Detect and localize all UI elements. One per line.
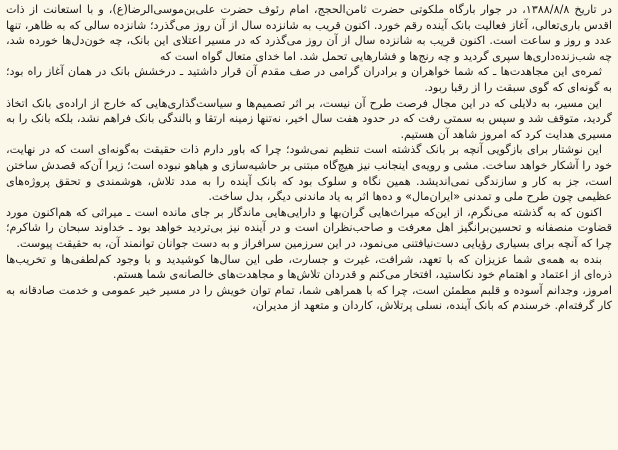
document-body: [6, 2, 612, 314]
paragraph-writing: این نوشتار برای بازگویی آنچه بر بانک گذشته است تنظیم نمی‌شود؛ چرا که باور دارم ذات حقیقت به‌گونه‌ای است که در نهایت، خود را آشکار خواهد ساخت. مشی و رویه‌ی اینجانب نیز هیچ‌گاه مبتنی بر حاشیه‌سازی و هیاهو نبوده است؛ زیرا آن‌که قصدش ساختن است، جز به کار و سازندگی نمی‌اندیشد. همین نگاه و سلوک بود که بانک آینده را به مدد تلاش، هوشمندی و تحقق پروژه‌های عظیمی چون طرح ملی و تمدنی «ایران‌مال» و ده‌ها اثر به یاد ماندنی دیگر، بدل ساخت.: [6, 143, 612, 204]
paragraph-today: امروز، وجدانم آسوده و قلبم مطمئن است، چرا که با همراهی شما، تمام توان خویش را در مسیر خیر عمومی و خدمت صادقانه به کار گرفته‌ام. خرسندم که بانک آینده، نسلی پرتلاش، کاردان و متعهد از مدیران،: [6, 283, 612, 313]
paragraph-fruit: ثمره‌ی این مجاهدت‌ها ـ که شما خواهران و برادران گرامی در صف مقدم آن قرار داشتید ـ درخشش بانک در همان آغاز راه بود؛ به گونه‌ای که گوی سبقت را از رقبا ربود.: [6, 65, 612, 94]
paragraph-opening: در تاریخ ۱۳۸۸/۸/۸، در جوار بارگاه ملکوتی حضرت ثامن‌الحجج، امام رئوف حضرت علی‌بن‌موسی‌الرضا(ع)، و با استعانت از ذات اقدس باری‌تعالی، آغاز فعالیت بانک آینده رقم خورد. اکنون قریب به شانزده سال از آن روز می‌گذرد؛ شانزده سالی که به ظاهر، تنها عدد و روز و ساعت است. اکنون قریب به شانزده سال از آن روز می‌گذرد که در مسیر اعتلای این بانک، چه خون‌دل‌ها خورده شد، چه شب‌زنده‌داری‌ها سپری گردید و چه رنج‌ها و فشارهایی تحمل شد. اما خدای متعال گواه است که: [6, 3, 612, 63]
paragraph-gratitude: بنده به همه‌ی شما عزیزان که با تعهد، شرافت، غیرت و جسارت، طی این سال‌ها کوشیدید و با وجود کم‌لطفی‌ها و تخریب‌ها ذره‌ای از اعتماد و اهتمام خود نکاستید، افتخار می‌کنم و قدردان تلاش‌ها و مجاهدت‌های خالصانه‌ی شما هستم.: [6, 252, 612, 282]
paragraph-legacy: اکنون که به گذشته می‌نگرم، از این‌که میراث‌هایی گران‌بها و دارایی‌هایی ماندگار بر جای مانده است ـ میراثی که هم‌اکنون مورد قضاوت منصفانه و تحسین‌برانگیز اهل معرفت و صاحب‌نظران است و در آینده نیز بی‌تردید خواهد بود ـ خداوند سبحان را شاکرم؛ چرا که آنچه برای بسیاری رؤیایی دست‌نیافتنی می‌نمود، در این سرزمین سرافراز و به دست جوانان توانمند آن، به حقیقت پیوست.: [6, 205, 612, 250]
paragraph-path: این مسیر، به دلایلی که در این مجال فرصت طرح آن نیست، بر اثر تصمیم‌ها و سیاست‌گذاری‌هایی که خارج از اراده‌ی بانک اتخاذ گردید، متوقف شد و سپس به سمتی رفت که در حدود هفت سال اخیر، نه‌تنها زمینه ارتقا و بالندگی بانک فراهم نشد، بلکه بانک را به مسیری هدایت کرد که امروز شاهد آن هستیم.: [6, 96, 612, 141]
